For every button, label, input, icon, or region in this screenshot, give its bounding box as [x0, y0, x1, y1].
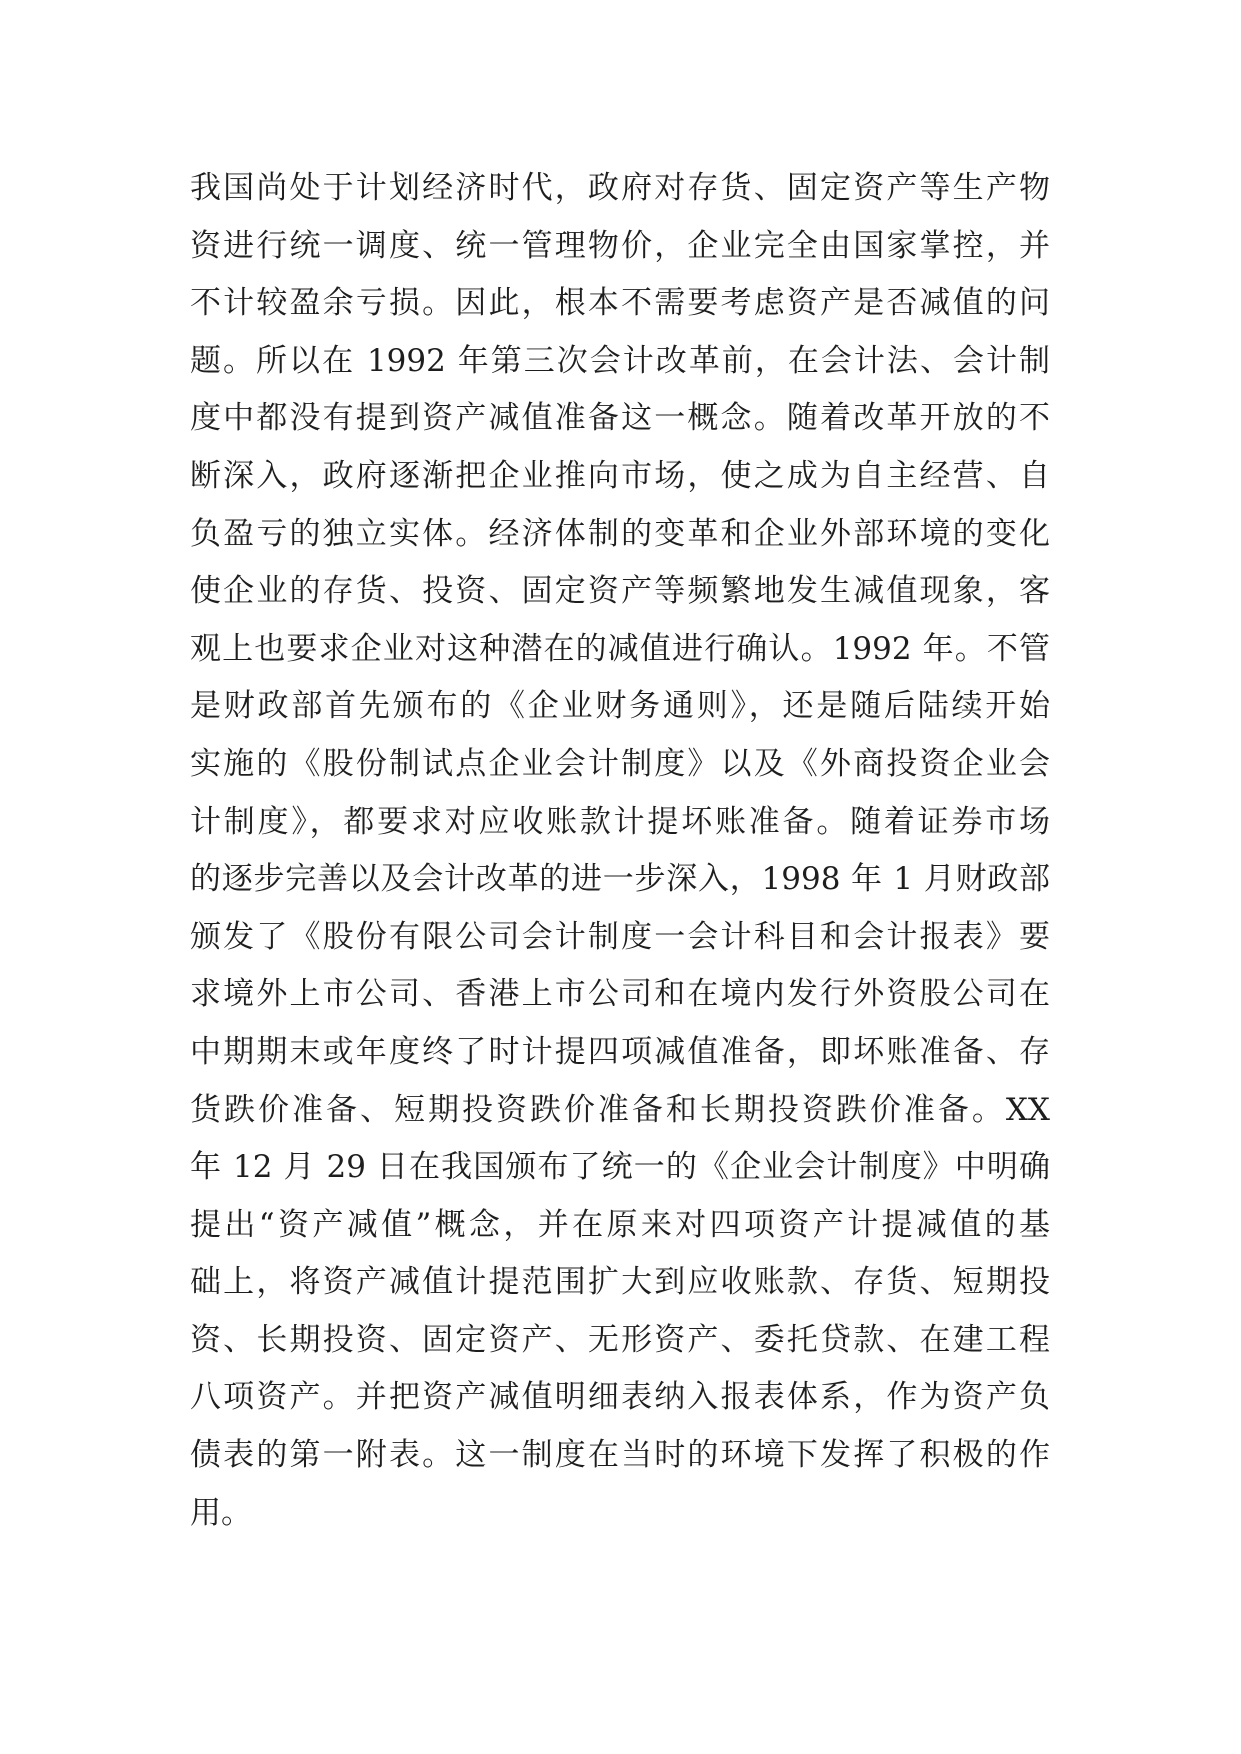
text-line: 颁发了《股份有限公司会计制度一会计科目和会计报表》要: [190, 918, 1050, 955]
text-line: 是财政部首先颁布的《企业财务通则》，还是随后陆续开始: [190, 688, 1050, 725]
text-line: 资、长期投资、固定资产、无形资产、委托贷款、在建工程: [190, 1321, 1050, 1358]
text-line: 用。: [190, 1494, 252, 1531]
text-line: 断深入，政府逐渐把企业推向市场，使之成为自主经营、自: [190, 457, 1050, 494]
text-line: 计制度》，都要求对应收账款计提坏账准备。随着证券市场: [190, 803, 1050, 840]
text-line: 提出“资产减值”概念，并在原来对四项资产计提减值的基: [190, 1206, 1050, 1243]
text-line: 实施的《股份制试点企业会计制度》以及《外商投资企业会: [190, 745, 1050, 782]
text-line: 题。所以在 1992 年第三次会计改革前，在会计法、会计制: [190, 342, 1050, 379]
text-line: 度中都没有提到资产减值准备这一概念。随着改革开放的不: [190, 400, 1050, 437]
text-line: 负盈亏的独立实体。经济体制的变革和企业外部环境的变化: [190, 515, 1050, 552]
text-line: 债表的第一附表。这一制度在当时的环境下发挥了积极的作: [190, 1437, 1050, 1474]
text-line: 资进行统一调度、统一管理物价，企业完全由国家掌控，并: [190, 227, 1050, 264]
text-line: 中期期末或年度终了时计提四项减值准备，即坏账准备、存: [190, 1033, 1050, 1070]
text-line: 年 12 月 29 日在我国颁布了统一的《企业会计制度》中明确: [190, 1149, 1050, 1186]
text-line: 观上也要求企业对这种潜在的减值进行确认。1992 年。不管: [190, 630, 1050, 667]
text-line: 我国尚处于计划经济时代，政府对存货、固定资产等生产物: [190, 170, 1050, 206]
body-paragraph: [190, 160, 1050, 1542]
text-line: 的逐步完善以及会计改革的进一步深入，1998 年 1 月财政部: [190, 861, 1050, 898]
text-line: 不计较盈余亏损。因此，根本不需要考虑资产是否减值的问: [190, 285, 1050, 322]
text-line: 求境外上市公司、香港上市公司和在境内发行外资股公司在: [190, 976, 1050, 1013]
text-line: 货跌价准备、短期投资跌价准备和长期投资跌价准备。XX: [190, 1091, 1050, 1128]
text-line: 使企业的存货、投资、固定资产等频繁地发生减值现象，客: [190, 573, 1050, 610]
text-line: 础上，将资产减值计提范围扩大到应收账款、存货、短期投: [190, 1264, 1050, 1301]
text-line: 八项资产。并把资产减值明细表纳入报表体系，作为资产负: [190, 1379, 1050, 1416]
